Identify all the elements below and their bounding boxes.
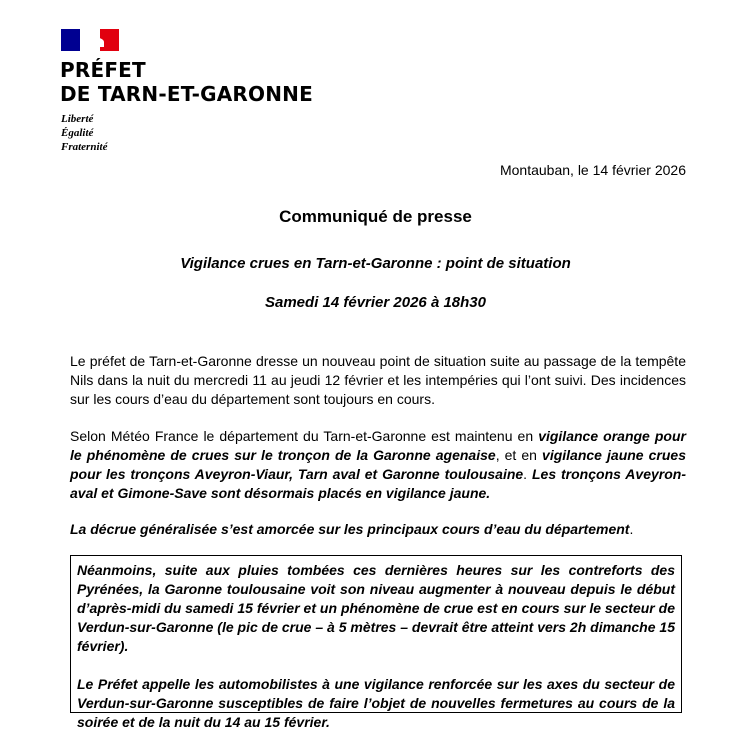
city-date: Montauban, le 14 février 2026 [499,162,686,178]
vigilance-yellow: vigilance jaune crues pour les tronçons Aveyron-Viaur, Tarn aval et Garonne toulousaine [70,447,687,482]
republic-motto [61,112,107,154]
motto-egalite: Égalité [61,127,94,139]
warning-box [70,555,682,730]
vigilance-joiner: , et en [495,447,543,463]
vigilance-period: . [523,466,532,482]
vigilance-orange: vigilance orange pour le phénomène de crues sur le tronçon de la Garonne agenaise [70,428,686,463]
vigilance-yellow-aveyron-gimone: Les tronçons Aveyron-aval et Gimone-Save sont désormais placés en vigilance jaune. [70,466,686,501]
press-release-title: Communiqué de presse [279,207,472,226]
flag-white-band [80,29,99,51]
republic-flag-logo [61,29,119,51]
prefecture-title [60,58,313,106]
release-date-line: Samedi 14 février 2026 à 18h30 [265,294,486,311]
motto-liberte: Liberté [61,113,94,125]
decrue-period: . [629,521,634,537]
motto-fraternite: Fraternité [61,141,108,153]
prefecture-title-line1: PRÉFET [60,58,146,82]
decrue-text: La décrue généralisée s’est amorcée sur les principaux cours d’eau du département [70,521,630,537]
paragraph-vigilance [70,427,686,503]
paragraph-decrue [70,520,686,539]
prefecture-title-line2: DE TARN-ET-GARONNE [60,82,313,106]
vigilance-intro: Selon Météo France le département du Tarn-et-Garonne est maintenu en [70,428,539,444]
warning-motorists: Le Préfet appelle les automobilistes à une vigilance renforcée sur les axes du secteur de Verdun-sur-Garonne susceptibles de faire l’objet de nouvelles fermetures au cours de la soirée et de la nuit du 14 au 15 février. [77,676,675,730]
subject-line: Vigilance crues en Tarn-et-Garonne : point de situation [180,255,571,272]
flag-blue-band [61,29,80,51]
paragraph-situation: Le préfet de Tarn-et-Garonne dresse un nouveau point de situation suite au passage de la tempête Nils dans la nuit du mercredi 11 au jeudi 12 février et les intempéries qui l’ont suivi. Des incidences sur les cours d’eau du département sont toujours en cours. [70,353,686,407]
warning-garonne-flood: Néanmoins, suite aux pluies tombées ces dernières heures sur les contreforts des Pyrénées, la Garonne toulousaine voit son niveau augmenter à nouveau depuis le début d’après-midi du samedi 15 février et un phénomène de crue est en cours sur le secteur de Verdun-sur-Garonne (le pic de crue – à 5 mètres – devrait être atteint vers 2h dimanche 15 février). [77,562,675,654]
